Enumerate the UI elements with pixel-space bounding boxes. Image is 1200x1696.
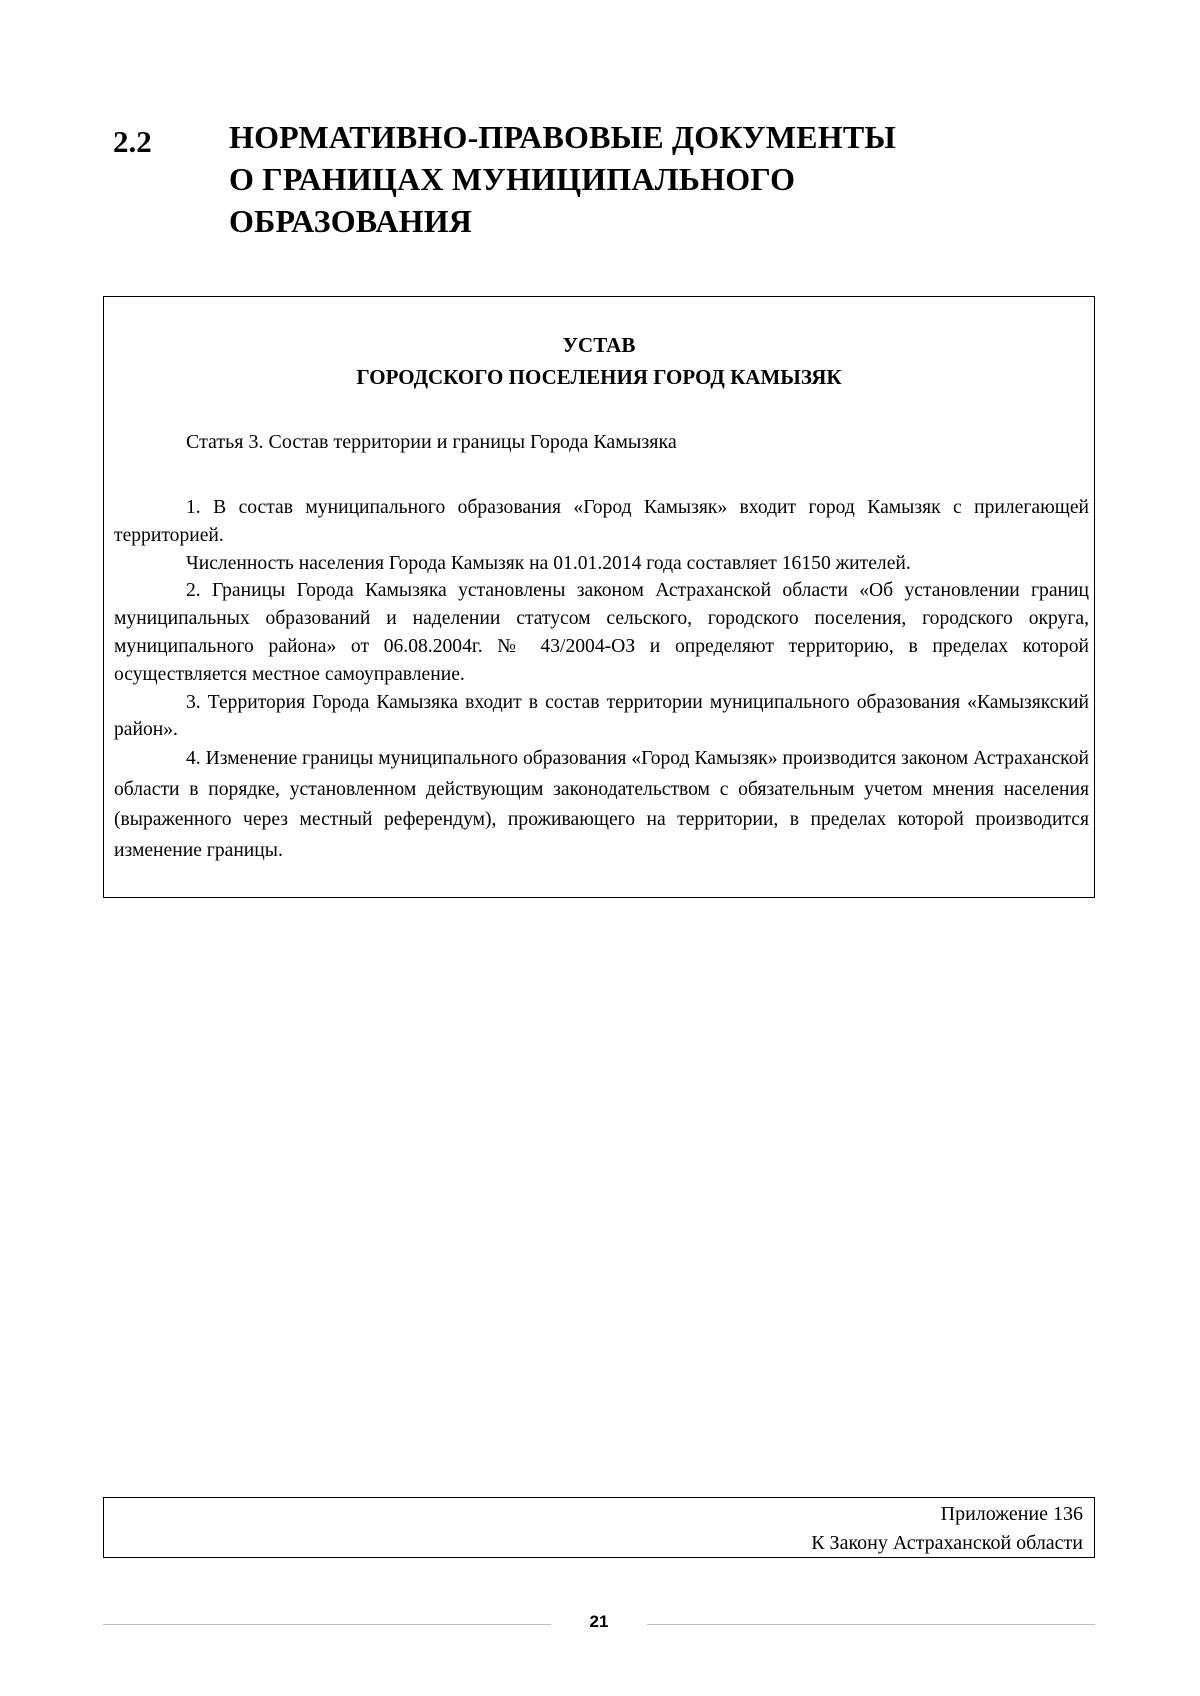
charter-paragraph: 2. Границы Города Камызяка установлены законом Астраханской области «Об установлении границ муниципальных образований и наделении статусом сельского, городского поселения, городского округа, муниципального района» от 06.08.2004г. № 43/2004-ОЗ и определяют территорию, в пределах которой осуществляется местное самоуправление. — [114, 580, 1089, 685]
charter-header-line: УСТАВ — [562, 333, 636, 357]
appendix-reference-box — [103, 1497, 1095, 1558]
section-number: 2.2 — [113, 124, 152, 159]
section-title-line: О ГРАНИЦАХ МУНИЦИПАЛЬНОГО — [229, 161, 796, 197]
article-title: Статья 3. Состав территории и границы Города Камызяка — [186, 431, 677, 453]
section-title-line: ОБРАЗОВАНИЯ — [229, 203, 473, 239]
appendix-line: К Закону Астраханской области — [811, 1532, 1083, 1554]
section-title — [229, 116, 989, 242]
section-title-line: НОРМАТИВНО-ПРАВОВЫЕ ДОКУМЕНТЫ — [229, 119, 896, 155]
charter-paragraph: Численность населения Города Камызяк на 01.01.2014 года составляет 16150 жителей. — [186, 552, 911, 574]
charter-paragraph: 4. Изменение границы муниципального образования «Город Камызяк» производится законом Астраханской области в порядке, установленном действующим законодательством с обязательным учетом мнения населения (выраженного через местный референдум), проживающего на территории, в пределах которой производится изменение границы. — [114, 748, 1089, 861]
charter-header — [104, 329, 1094, 393]
charter-paragraph: 1. В состав муниципального образования «Город Камызяк» входит город Камызяк с прилегающей территорией. — [114, 497, 1089, 546]
appendix-line: Приложение 136 — [940, 1503, 1083, 1525]
footer-divider — [647, 1624, 1095, 1625]
charter-body — [114, 494, 1089, 866]
footer-divider — [103, 1624, 551, 1625]
page-footer — [103, 1612, 1095, 1638]
charter-paragraph: 3. Территория Города Камызяка входит в состав территории муниципального образования «Камызякский район». — [114, 691, 1089, 741]
charter-excerpt-box — [103, 296, 1095, 898]
charter-header-line: ГОРОДСКОГО ПОСЕЛЕНИЯ ГОРОД КАМЫЗЯК — [356, 365, 842, 389]
page-number: 21 — [589, 1612, 609, 1631]
